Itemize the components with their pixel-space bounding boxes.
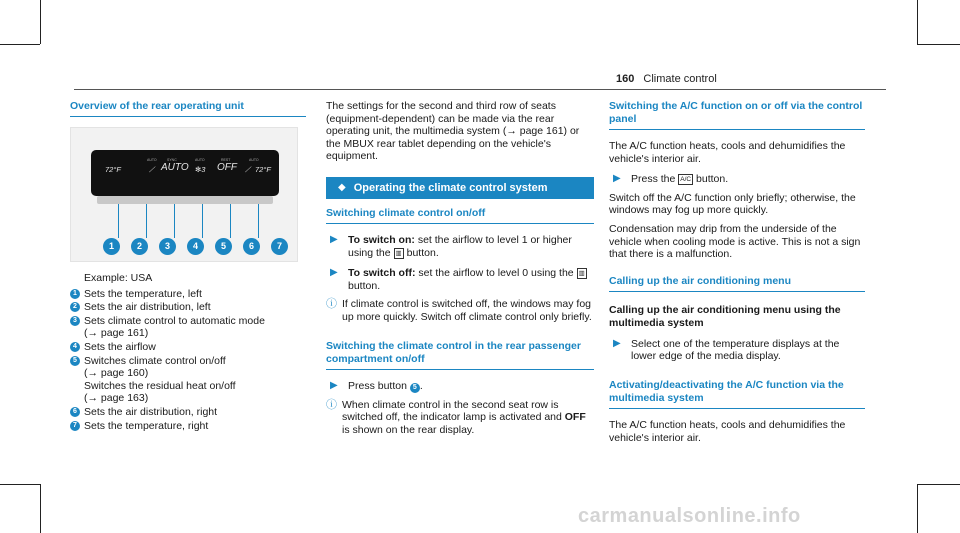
step-press-ac: ▶ Press the A/C button. [613, 173, 729, 186]
callout-6: 6 [243, 238, 260, 255]
crop-mark [0, 44, 40, 45]
intro-paragraph: The settings for the second and third row of seats (equipment-dependent) can be made via the rear operating unit, the multimedia system (→ page 161) or the MBUX rear tablet depending on the vehicle's equipment. [326, 100, 580, 163]
heading-ac-menu: Calling up the air conditioning menu [609, 275, 865, 292]
column-operating [326, 100, 594, 442]
heading-ac-control-panel: Switching the A/C function on or off via the control panel [609, 100, 865, 130]
callout-7: 7 [271, 238, 288, 255]
mini-label: AUTO [147, 158, 157, 162]
section-banner: ◆ Operating the climate control system [326, 177, 594, 199]
legend-item: 2 Sets the air distribution, left [70, 301, 306, 314]
rest-off-display: OFF [217, 162, 237, 173]
column-ac [609, 100, 865, 450]
right-temp-display: 72°F [255, 165, 271, 174]
operating-panel [91, 150, 279, 196]
page-number: 160 [616, 73, 635, 85]
crop-mark [917, 44, 960, 45]
figure-legend [70, 272, 306, 432]
heading-rear-compartment: Switching the climate control in the rear passenger compartment on/off [326, 340, 594, 370]
airflow-right-icon: ⟋ [245, 165, 251, 174]
paragraph: Condensation may drip from the underside of the vehicle when cooling mode is active. This is not a sign that there is a malfunction. [609, 222, 861, 261]
fan-button-icon: ▥ [578, 270, 585, 278]
callout-2: 2 [131, 238, 148, 255]
heading-ac-multimedia: Activating/deactivating the A/C function via the multimedia system [609, 379, 865, 409]
legend-item: 7 Sets the temperature, right [70, 420, 306, 433]
watermark: carmanualsonline.info [578, 505, 801, 527]
mini-label: AUTO [195, 158, 205, 162]
step-arrow-icon: ▶ [613, 173, 621, 185]
rear-operating-unit-figure [70, 127, 298, 262]
crop-mark [40, 484, 41, 533]
heading-switch-on-off: Switching climate control on/off [326, 207, 594, 224]
button-strip [97, 196, 273, 204]
section-tag-icon: ◆ [338, 181, 346, 193]
paragraph: Switch off the A/C function only briefly; otherwise, the windows may fog up more quickly. [609, 191, 856, 217]
step-switch-on: ▶ To switch on: set the airflow to level 1 or higher using the ▥ button. [330, 233, 572, 259]
legend-item: 1 Sets the temperature, left [70, 288, 306, 301]
section-title: Climate control [643, 73, 717, 85]
legend-item: 6 Sets the air distribution, right [70, 406, 306, 419]
subheading-multimedia: Calling up the air conditioning menu using the multimedia system [609, 303, 841, 329]
info-icon: ⓘ [326, 298, 337, 311]
step-arrow-icon: ▶ [330, 379, 338, 391]
legend-item: 4 Sets the airflow [70, 341, 306, 354]
figure-caption: Example: USA [84, 272, 153, 284]
page-ref-link[interactable]: (→ page 163) [84, 392, 149, 405]
callout-leader [118, 204, 119, 238]
crop-mark [0, 484, 40, 485]
callout-3: 3 [159, 238, 176, 255]
note: ⓘ If climate control is switched off, the windows may fog up more quickly. Switch off climate control only briefly. [326, 298, 592, 323]
callout-5: 5 [215, 238, 232, 255]
paragraph: The A/C function heats, cools and dehumidifies the vehicle's interior air. [609, 418, 846, 444]
header-rule [74, 89, 886, 90]
callout-leader [202, 204, 203, 238]
callout-leader [230, 204, 231, 238]
callout-1: 1 [103, 238, 120, 255]
button-5-badge: 5 [410, 383, 420, 393]
crop-mark [917, 484, 918, 533]
left-temp-display: 72°F [105, 165, 121, 174]
fan-button-icon: ▥ [395, 249, 402, 257]
step-arrow-icon: ▶ [330, 233, 338, 245]
step-select-temp: ▶ Select one of the temperature displays at the lower edge of the media display. [613, 337, 840, 363]
page-header [616, 73, 717, 85]
ac-button-icon: A/C [680, 176, 692, 184]
airflow-left-icon: ⟋ [149, 165, 155, 174]
auto-mode-display: AUTO [161, 162, 189, 173]
crop-mark [917, 0, 918, 44]
mini-label: AUTO [249, 158, 259, 162]
page-ref-link[interactable]: (→ page 160) [84, 367, 149, 380]
crop-mark [40, 0, 41, 44]
fan-level-display: ✻3 [195, 165, 206, 174]
step-press-button: ▶ Press button 5 . [330, 379, 423, 392]
callout-leader [146, 204, 147, 238]
note: ⓘ When climate control in the second seat row is switched off, the indicator lamp is activated and OFF is shown on the rear display. [326, 398, 586, 436]
mini-label: SYNC [167, 158, 177, 162]
info-icon: ⓘ [326, 398, 337, 411]
mini-label: REST [221, 158, 231, 162]
step-arrow-icon: ▶ [330, 267, 338, 279]
page-ref-link[interactable]: (→ page 161) [84, 327, 149, 340]
legend-item: 5 Switches climate control on/off (→ page 160) Switches the residual heat on/off (→ page 163) [70, 355, 306, 405]
callout-4: 4 [187, 238, 204, 255]
paragraph: The A/C function heats, cools and dehumidifies the vehicle's interior air. [609, 140, 846, 165]
step-switch-off: ▶ To switch off: set the airflow to level 0 using the ▥ button. [330, 267, 585, 292]
legend-item: 3 Sets climate control to automatic mode (→ page 161) [70, 315, 306, 340]
callout-leader [174, 204, 175, 238]
column-overview [70, 100, 306, 433]
step-arrow-icon: ▶ [613, 337, 621, 349]
heading-overview: Overview of the rear operating unit [70, 100, 306, 117]
callout-leader [258, 204, 259, 238]
crop-mark [917, 484, 960, 485]
